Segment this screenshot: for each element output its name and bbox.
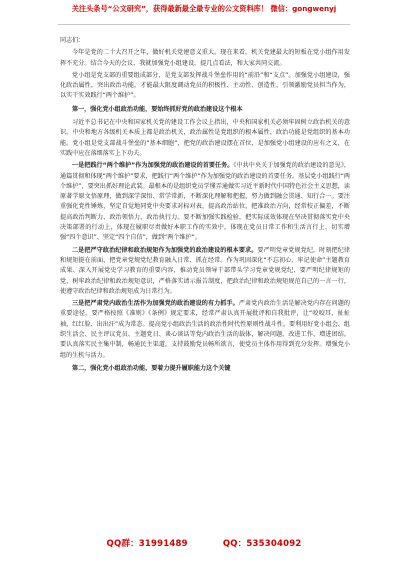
section-heading-2: 第二，强化党小组政治功能，要着力提升履职能力这个关键 <box>72 364 231 372</box>
qq-group: QQ群：31991489 <box>106 539 188 549</box>
section-heading-1: 第一，强化党小组政治功能，要始终抓好党的政治建设这个根本 <box>72 105 243 113</box>
banner-text: 关注头条号“公文研究”，获得最新最全最专业的公文资料库！ 微信：gongwenyj <box>71 4 337 13</box>
paragraph-point-3 <box>60 299 350 361</box>
paragraph-point-2 <box>60 246 350 297</box>
promo-banner <box>0 4 408 13</box>
point-2-lead: 二是把严守政治纪律和政治规矩作为加强党的政治建设的根本要求。 <box>72 246 258 254</box>
paragraph-xi-speech: 习近平总书记在中央和国家机关党的建设工作会议上指出，中央和国家机关必须牢固树立政治机关的意识。中央和地方各级机关本质上都是政治机关，政治属性是党组织的根本属性，政治功能是党组织的基本功能。党小组是党支部战斗堡垒的“基本细胞”，把党的政治建设摆在首位，是加强党小组建设的应有之义，在实践中应在落细落实上下功夫。 <box>60 119 350 157</box>
qq-contact: QQ：535304092 <box>222 539 302 549</box>
paragraph-party-group: 党小组是党支部的重要组成部分，是党支部发挥战斗堡垒作用的“前沿”和“支点”。加强党小组建设，强化政治属性，突出政治功能，才能最大限度调动党员的积极性、主动性、创造性，引领激励党员担当作为，以实干实效践行“两个维护”。 <box>60 71 350 100</box>
point-2-body: 要严明党章党规党纪，时刻把纪律和规矩挺在前面，把党章党规党纪教育融入日常、抓在经常。作为巩固深化“不忘初心、牢记使命”主题教育成果、深入开展党史学习教育的重要内容，推动党员领导干部带头学习党章党规党纪、要严明纪律规矩的党，树牢政治纪律和政治规矩意识，严格落实请示报告制度，把政治纪律和政治规矩规范自己的一言一行，使遵守政治纪律和政治规矩成为日常行为。 <box>60 246 350 295</box>
point-1-body: 《中共中央关于加强党的政治建设的意见》，通篇贯彻和体现“两个维护”要求，把践行“两个维护”作为加强党的政治建设的首要任务。基层党小组践行“两个维护”，要突出抓好理论武装。最根本的是组织党员学懂弄通做实习近平新时代中国特色社会主义思想，读原著学原文悟原理，做到深学深悟、常学常新，不断深化理解和把握，努力做到融会贯通、知行合一。要注重强化党性锤炼，坚定自觉地同党中央要求对标对表，提高政治站位，把准政治方向，经常校正偏差，不断提高政治判断力、政治领悟力、政治执行力。要不断加强实践检验，把实际成效体现在坚决贯彻落实党中央决策部署的行动上，体现在履职尽责做好本职工作的实效中，体现在党员日常工作和生活言行上，切实增强“四个意识”、坚定“四个自信”，做到“两个维护”。 <box>60 162 351 242</box>
point-3-lead: 三是把严肃党内政治生活作为加强党的政治建设的有力抓手。 <box>72 300 239 308</box>
paragraph-intro: 今年是党的二十大召开之年，做好机关党建意义重大。现在来看，机关党建最大的短板在党小组作用发挥不充分。结合今天的会议，我就加强党小组建设，提几点看法，和大家共同交流。 <box>60 49 350 67</box>
point-3-body: 严肃党内政治生活是解决党内存在问题的重要途径。要严格按照《准则》《条例》规定要求，经常严肃认真开展批评和自我批评，让“咬咬耳、扯扯袖，红红脸、出出汗”成为常态。提高党小组政治生活的政治性时代性原则性战斗性。要利用好党小组会、组织生活会、民主评议党员、主题党日、谈心谈话等党内政治生活的载体，解决问题、改进工作、增进团结。要认真落实民主集中制，畅通民主渠道，支持鼓励党员畅所欲言，使党员主体作用得到充分发挥。增强党小组的生机与活力。 <box>60 300 351 359</box>
contact-footer <box>0 538 408 550</box>
greeting: 同志们： <box>60 37 85 44</box>
paragraph-point-1 <box>60 161 350 243</box>
document-body <box>60 36 350 377</box>
banner-divider <box>58 24 350 25</box>
point-1-lead: 一是把践行“两个维护”作为加强党的政治建设的首要任务。 <box>72 162 234 170</box>
